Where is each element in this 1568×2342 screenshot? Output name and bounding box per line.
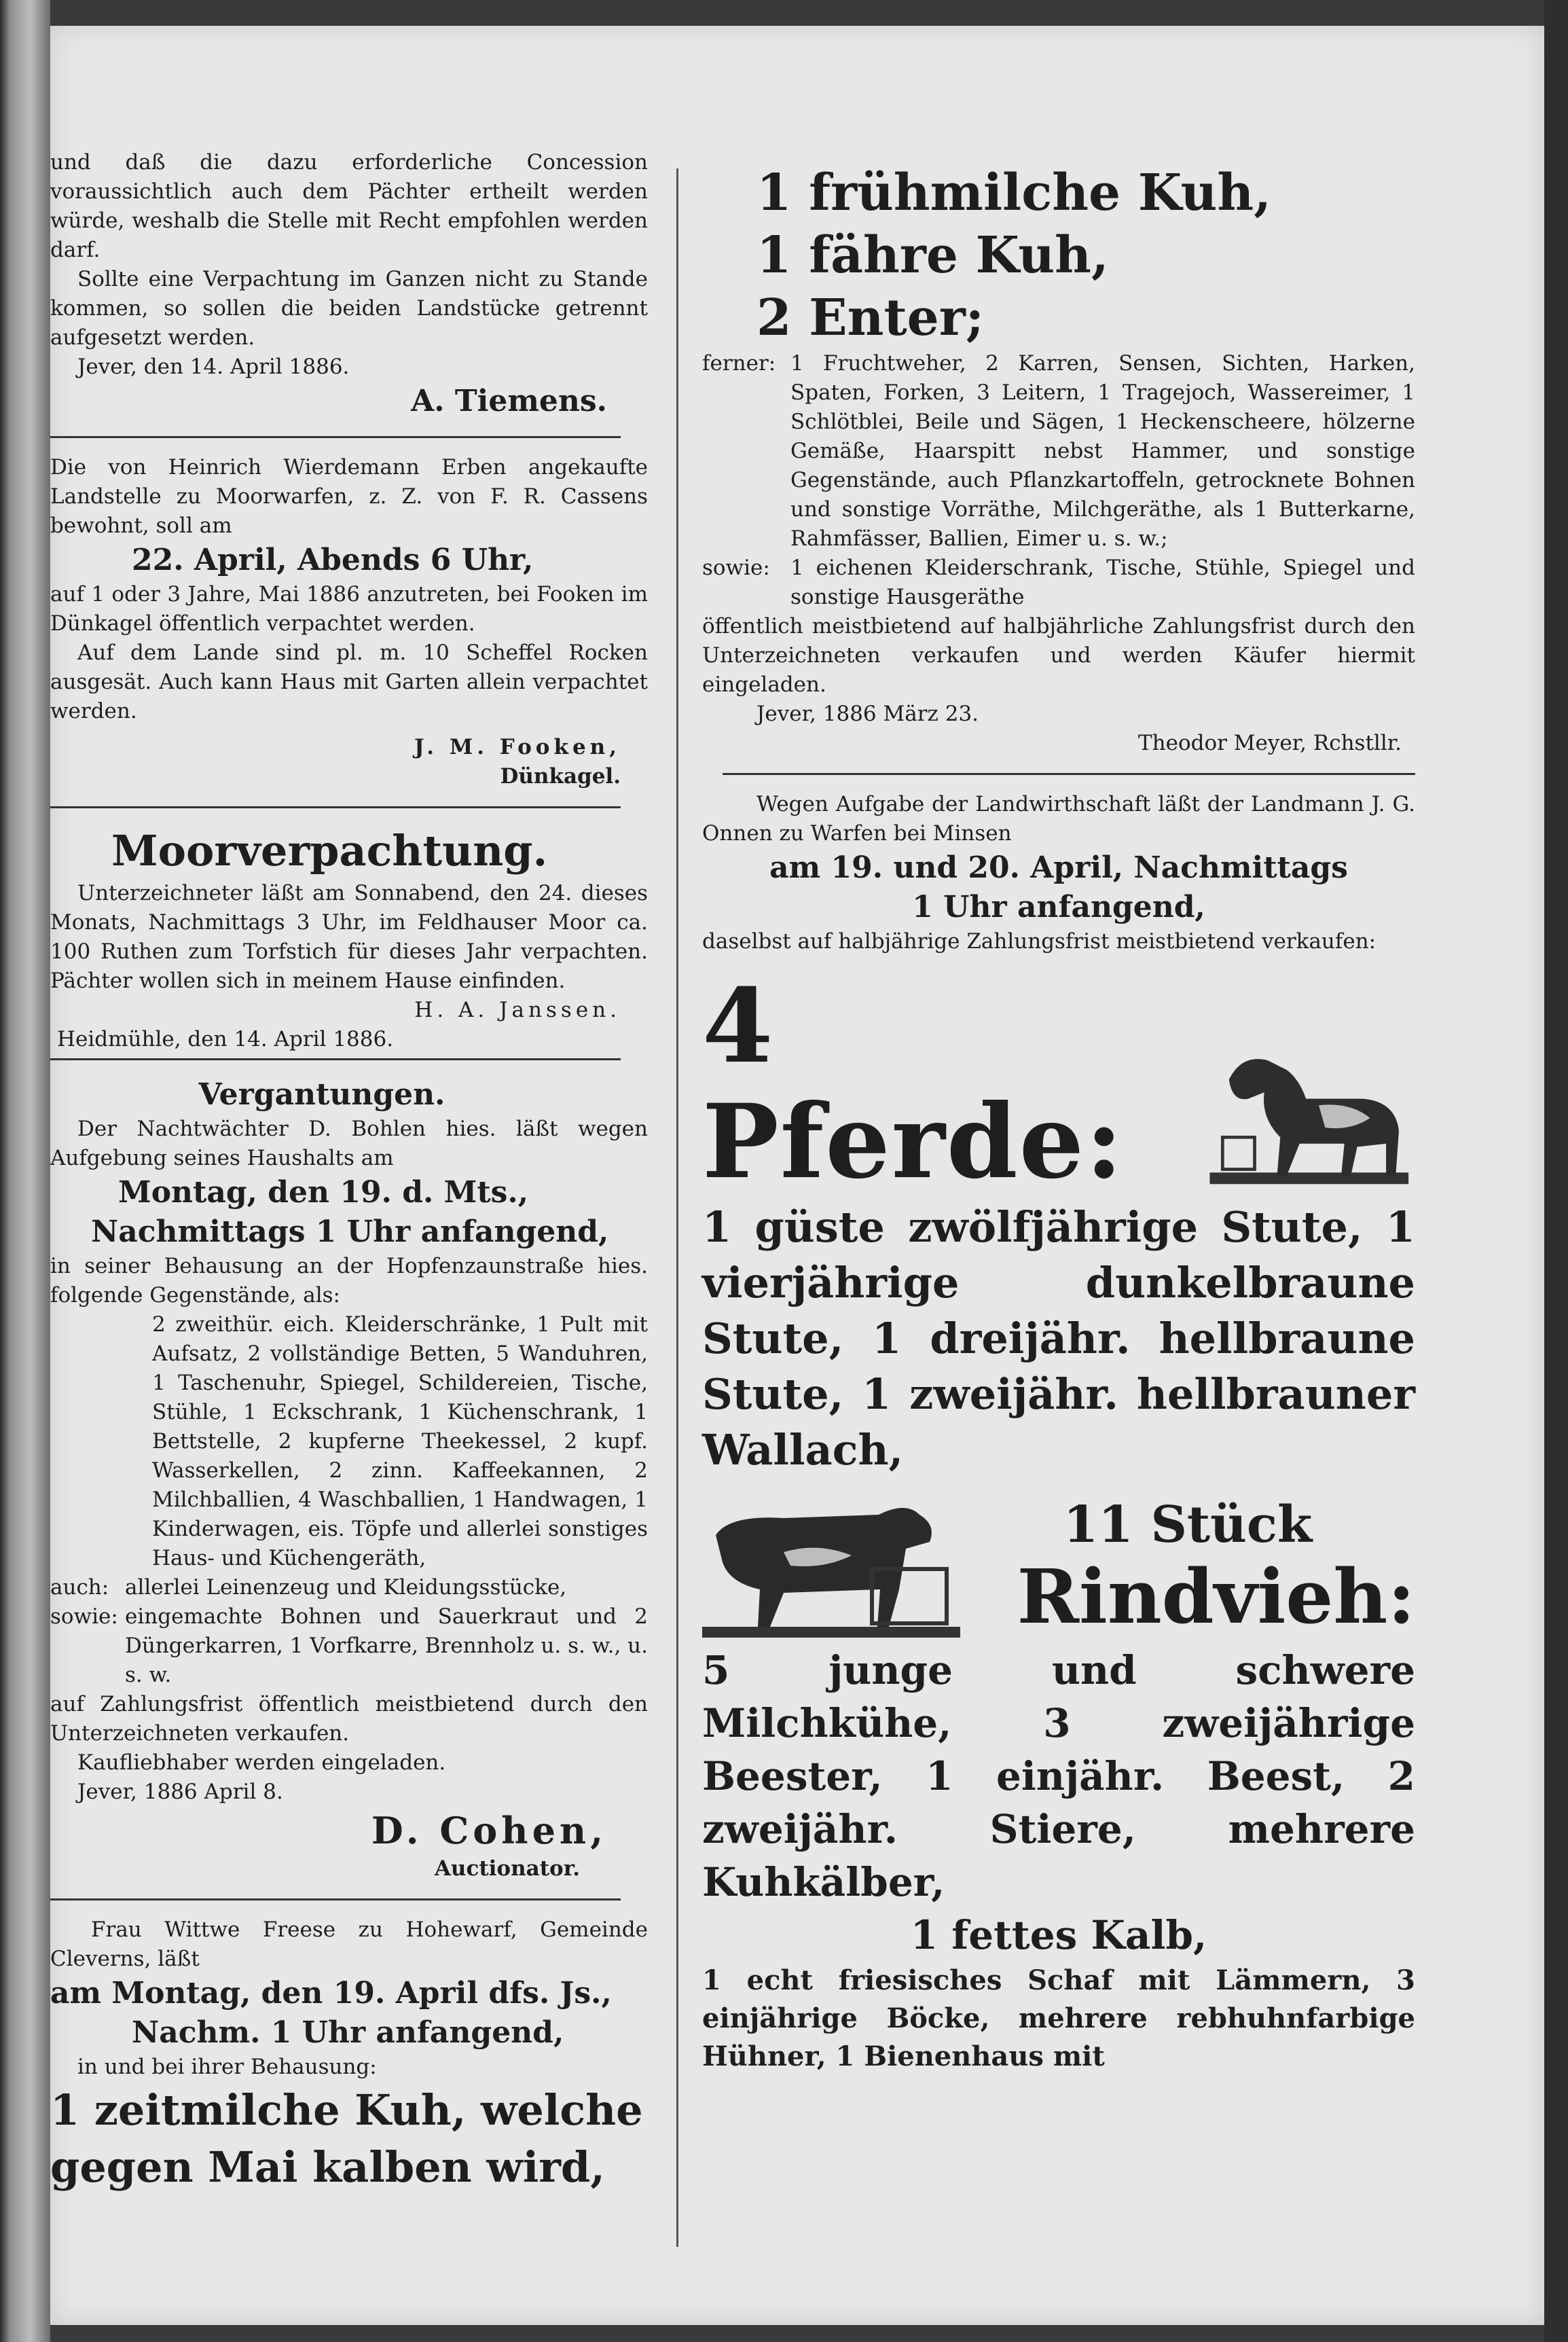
ad-headline: 1 fähre Kuh, <box>756 226 1109 285</box>
ad-text: eingemachte Bohnen und Sauerkraut und 2 Düngerkarren, 1 Vorfkarre, Brennholz u. s. w., u. s. w. <box>125 1604 648 1687</box>
left-column <box>50 148 648 2196</box>
ad-headline: 1 frühmilche Kuh, <box>756 164 1271 222</box>
page <box>50 26 1544 2325</box>
label: auch: <box>50 1575 109 1600</box>
signature: D. Cohen, <box>371 1809 607 1852</box>
other-animals: 1 echt friesisches Schaf mit Lämmern, 3 einjährige Böcke, mehrere rebhuhnfarbige Hühner, 1 Bienenhaus mit <box>702 1964 1415 2072</box>
divider <box>50 806 621 808</box>
divider <box>50 436 621 438</box>
ad-date: Montag, den 19. d. Mts., <box>118 1175 529 1210</box>
cattle-count: 11 Stück <box>1063 1496 1313 1554</box>
ad-text: und daß die dazu erforderliche Concession voraussichtlich auch dem Pächter ertheilt werden würde, weshalb die Stelle mit Recht empfohlen werden darf. <box>50 150 648 262</box>
ad-vergantungen-cohen <box>50 1075 648 1884</box>
divider <box>723 773 1415 775</box>
ad-auch-row <box>50 1573 648 1602</box>
ad-date: 22. April, Abends 6 Uhr, <box>132 543 534 577</box>
right-column <box>702 162 1415 2076</box>
signature-place: Dünkagel. <box>500 764 621 789</box>
ad-intro: Die von Heinrich Wierdemann Erben angekaufte Landstelle zu Moorwarfen, z. Z. von F. R. Cassens bewohnt, soll am <box>50 455 648 538</box>
ad-sowie-row <box>50 1602 648 1690</box>
ad-text: 1 Fruchtweher, 2 Karren, Sensen, Sichten, Harken, Spaten, Forken, 3 Leitern, 1 Tragejoch, Wassereimer, 1 Schlötblei, Beile und Sägen, 1 Heckenscheere, hölzerne Gemäße, Haarspitt nebst Hammer, und sonstige Gegenstände, auch Pflanzkartoffeln, getrocknete Bohnen und sonstige Vorräthe, Milchgeräthe, als 1 Butterkarne, Rahmfässer, Ballien, Eimer u. s. w.; <box>790 351 1415 551</box>
divider <box>50 1058 621 1060</box>
ad-closing: auf Zahlungsfrist öffentlich meistbietend durch den Unterzeichneten verkaufen. <box>50 1692 648 1746</box>
ad-intro: Der Nachtwächter D. Bohlen hies. läßt wegen Aufgebung seines Haushalts am <box>50 1117 648 1170</box>
ad-intro: Wegen Aufgabe der Landwirthschaft läßt der Landmann J. G. Onnen zu Warfen bei Minsen <box>702 792 1415 846</box>
ad-text: Sollte eine Verpachtung im Ganzen nicht zu Stande kommen, so sollen die beiden Landstücke getrennt aufgesetzt werden. <box>50 267 648 350</box>
ad-title: Vergantungen. <box>198 1077 445 1112</box>
ad-place: in und bei ihrer Behausung: <box>77 2055 377 2079</box>
ad-land-lease-tiemens <box>50 148 648 421</box>
cattle-list: 5 junge und schwere Milchkühe, 3 zweijährige Beester, 1 einjähr. Beest, 2 zweijähr. Stiere, mehrere Kuhkälber, <box>702 1647 1415 1905</box>
signature: A. Tiemens. <box>411 384 607 418</box>
signature: H. A. Janssen. <box>414 998 621 1022</box>
signature: Theodor Meyer, Rchstllr. <box>1137 731 1402 755</box>
ad-title: Moorverpachtung. <box>111 826 548 876</box>
horses-title: 4 Pferde: <box>702 967 1125 1202</box>
column-rule <box>676 168 678 2247</box>
horse-illustration-icon <box>1203 1037 1415 1200</box>
dateline: Heidmühle, den 14. April 1886. <box>57 1027 394 1051</box>
divider <box>50 1898 621 1900</box>
ad-place: in seiner Behausung an der Hopfenzaunstraße hies. folgende Gegenstände, als: <box>50 1254 648 1308</box>
ad-moorverpachtung <box>50 823 648 1054</box>
ad-meyer <box>702 162 1415 758</box>
ad-headline: 2 Enter; <box>756 289 985 347</box>
ad-sowie-row <box>702 554 1415 612</box>
ad-terms: daselbst auf halbjährige Zahlungsfrist meistbietend verkaufen: <box>702 929 1376 954</box>
ad-date: am 19. und 20. April, Nachmittags <box>769 850 1348 885</box>
ad-text: 1 eichenen Kleiderschrank, Tische, Stühle, Spiegel und sonstige Hausgeräthe <box>790 556 1415 609</box>
dateline: Jever, den 14. April 1886. <box>77 355 350 379</box>
ad-note: Auf dem Lande sind pl. m. 10 Scheffel Rocken ausgesät. Auch kann Haus mit Garten allein verpachtet werden. <box>50 641 648 723</box>
ad-headline: 1 zeitmilche Kuh, welche gegen Mai kalben wird, <box>50 2085 643 2192</box>
ad-intro: Frau Wittwe Freese zu Hohewarf, Gemeinde Cleverns, läßt <box>50 1917 648 1971</box>
book-edge <box>1544 0 1568 2342</box>
horses-heading <box>702 969 1415 1200</box>
cattle-heading <box>702 1488 1415 1644</box>
horses-list: 1 güste zwölfjährige Stute, 1 vierjährige dunkelbraune Stute, 1 dreijähr. hellbraune Stute, 1 zweijähr. hellbrauner Wallach, <box>702 1202 1415 1475</box>
signature-role: Auctionator. <box>434 1856 580 1881</box>
ad-items: 2 zweithür. eich. Kleiderschränke, 1 Pult mit Aufsatz, 2 vollständige Betten, 5 Wanduhren, 1 Taschenuhr, Spiegel, Schildereien, Tische, Stühle, 1 Eckschrank, 1 Küchenschrank, 1 Bettstelle, 2 kupferne Theekessel, 2 kupf. Wasserkellen, 2 zinn. Kaffeekannen, 2 Milchballien, 4 Waschballien, 1 Handwagen, 1 Kinderwagen, eis. Töpfe und allerlei sonstiges Haus- und Küchengeräth, <box>152 1312 648 1570</box>
label: sowie: <box>50 1604 118 1629</box>
ad-time: Nachmittags 1 Uhr anfangend, <box>91 1214 609 1249</box>
cattle-title: Rindvieh: <box>1017 1553 1415 1640</box>
ad-text: Unterzeichneter läßt am Sonnabend, den 24. dieses Monats, Nachmittags 3 Uhr, im Feldhauser Moor ca. 100 Ruthen zum Torfstich für dieses Jahr verpachten. Pächter wollen sich in meinem Hause einfinden. <box>50 881 648 993</box>
signature: J. M. Fooken, <box>414 735 621 759</box>
ad-time: 1 Uhr anfangend, <box>912 890 1205 924</box>
ad-invite: Kaufliebhaber werden eingeladen. <box>77 1750 446 1775</box>
ad-time: Nachm. 1 Uhr anfangend, <box>132 2015 564 2050</box>
ad-closing: öffentlich meistbietend auf halbjährliche Zahlungsfrist durch den Unterzeichneten verkaufen und werden Käufer hiermit eingeladen. <box>702 614 1415 697</box>
ad-date: am Montag, den 19. April dfs. Js., <box>50 1976 612 2011</box>
label: sowie: <box>702 556 770 580</box>
calf-line: 1 fettes Kalb, <box>910 1912 1207 1958</box>
ad-text: allerlei Leinenzeug und Kleidungsstücke, <box>125 1575 567 1600</box>
ad-ferner-row <box>702 349 1415 554</box>
ad-landstelle-fooken <box>50 453 648 791</box>
dateline: Jever, 1886 April 8. <box>77 1780 283 1804</box>
previous-page-edge <box>0 0 50 2342</box>
ad-onnen <box>702 790 1415 2076</box>
ad-freese <box>50 1915 648 2196</box>
dateline: Jever, 1886 März 23. <box>756 702 979 726</box>
cow-illustration-icon <box>702 1488 960 1644</box>
cattle-title-block <box>960 1494 1415 1638</box>
ad-text: auf 1 oder 3 Jahre, Mai 1886 anzutreten, bei Fooken im Dünkagel öffentlich verpachtet werden. <box>50 582 648 636</box>
label: ferner: <box>702 351 776 376</box>
